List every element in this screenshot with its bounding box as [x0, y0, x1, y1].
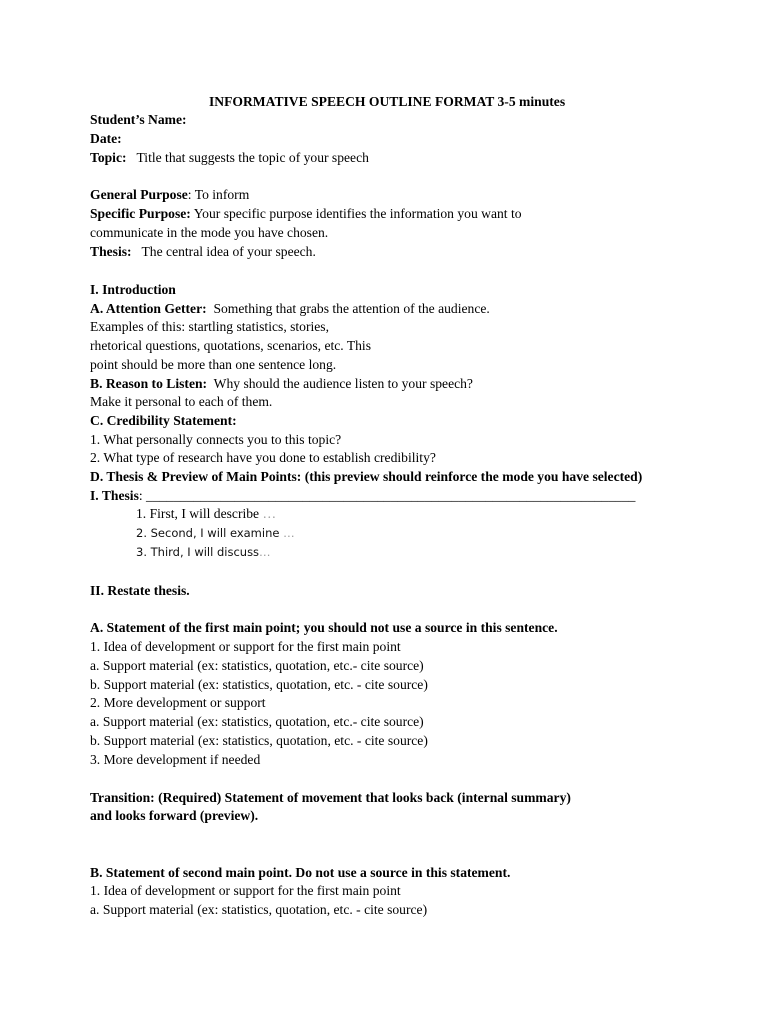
thesis-line — [90, 243, 316, 261]
reason-to-listen-text: Why should the audience listen to your speech? — [213, 376, 473, 391]
preview-item-2-ellipsis: … — [279, 526, 295, 540]
attention-length-note: point should be more than one sentence long. — [90, 357, 337, 372]
first-point-support-1a: a. Support material (ex: statistics, quotation, etc.- cite source) — [90, 658, 424, 673]
preview-item-3 — [136, 543, 271, 561]
thesis-blank-line — [90, 487, 635, 505]
attention-examples-line: Examples of this: startling statistics, stories, — [90, 319, 329, 334]
attention-examples-continued: rhetorical questions, quotations, scenarios, etc. This — [90, 338, 372, 353]
general-purpose-line — [90, 186, 249, 204]
topic-label: Topic: — [90, 150, 127, 165]
reason-to-listen-line — [90, 375, 473, 393]
preview-heading: D. Thesis & Preview of Main Points: (this preview should reinforce the mode you have selected) — [90, 469, 643, 484]
first-point-support-2b: b. Support material (ex: statistics, quotation, etc. - cite source) — [90, 733, 428, 748]
second-point-support-1a: a. Support material (ex: statistics, quotation, etc. - cite source) — [90, 902, 428, 917]
preview-item-3-text: 3. Third, I will discuss — [136, 545, 260, 559]
specific-purpose-continued: communicate in the mode you have chosen. — [90, 225, 329, 240]
first-point-development-2: 2. More development or support — [90, 695, 266, 710]
credibility-item-1: 1. What personally connects you to this topic? — [90, 432, 342, 447]
first-main-point-heading: A. Statement of the first main point; you should not use a source in this sentence. — [90, 620, 558, 635]
preview-item-2-text: 2. Second, I will examine — [136, 526, 280, 540]
general-purpose-label: General Purpose — [90, 187, 188, 202]
credibility-statement-label: C. Credibility Statement: — [90, 413, 237, 428]
specific-purpose-label: Specific Purpose: — [90, 206, 191, 221]
preview-item-3-ellipsis: … — [259, 545, 271, 559]
attention-getter-label: A. Attention Getter: — [90, 301, 207, 316]
credibility-item-2: 2. What type of research have you done to establish credibility? — [90, 450, 436, 465]
thesis-label: Thesis: — [90, 244, 132, 259]
first-point-development-1: 1. Idea of development or support for the first main point — [90, 639, 401, 654]
transition-line-1: Transition: (Required) Statement of movement that looks back (internal summary) — [90, 790, 571, 805]
reason-to-listen-continued: Make it personal to each of them. — [90, 394, 273, 409]
first-point-support-2a: a. Support material (ex: statistics, quotation, etc.- cite source) — [90, 714, 424, 729]
second-point-development-1: 1. Idea of development or support for the first main point — [90, 883, 401, 898]
specific-purpose-line — [90, 205, 522, 223]
transition-line-2: and looks forward (preview). — [90, 808, 259, 823]
preview-item-2 — [136, 524, 295, 542]
topic-line — [90, 149, 369, 167]
preview-item-1-text: 1. First, I will describe — [136, 506, 260, 521]
reason-to-listen-label: B. Reason to Listen: — [90, 376, 208, 391]
restate-thesis-heading: II. Restate thesis. — [90, 583, 190, 598]
introduction-heading: I. Introduction — [90, 282, 176, 297]
students-name-label: Student’s Name: — [90, 112, 187, 127]
date-label: Date: — [90, 131, 122, 146]
thesis-text: The central idea of your speech. — [141, 244, 316, 259]
thesis-blank: : ________________________________________________________________________ — [138, 488, 636, 503]
document-title: INFORMATIVE SPEECH OUTLINE FORMAT 3-5 minutes — [209, 94, 566, 109]
attention-getter-line — [90, 300, 490, 318]
specific-purpose-text: Your specific purpose identifies the information you want to — [193, 206, 522, 221]
topic-text: Title that suggests the topic of your speech — [136, 150, 369, 165]
thesis-blank-label: I. Thesis — [90, 488, 139, 503]
attention-getter-text: Something that grabs the attention of the audience. — [213, 301, 490, 316]
preview-item-1-ellipsis: … — [259, 506, 277, 521]
second-main-point-heading: B. Statement of second main point. Do not use a source in this statement. — [90, 865, 511, 880]
general-purpose-text: : To inform — [187, 187, 250, 202]
first-point-support-1b: b. Support material (ex: statistics, quotation, etc. - cite source) — [90, 677, 428, 692]
first-point-development-3: 3. More development if needed — [90, 752, 261, 767]
preview-item-1 — [136, 505, 276, 523]
